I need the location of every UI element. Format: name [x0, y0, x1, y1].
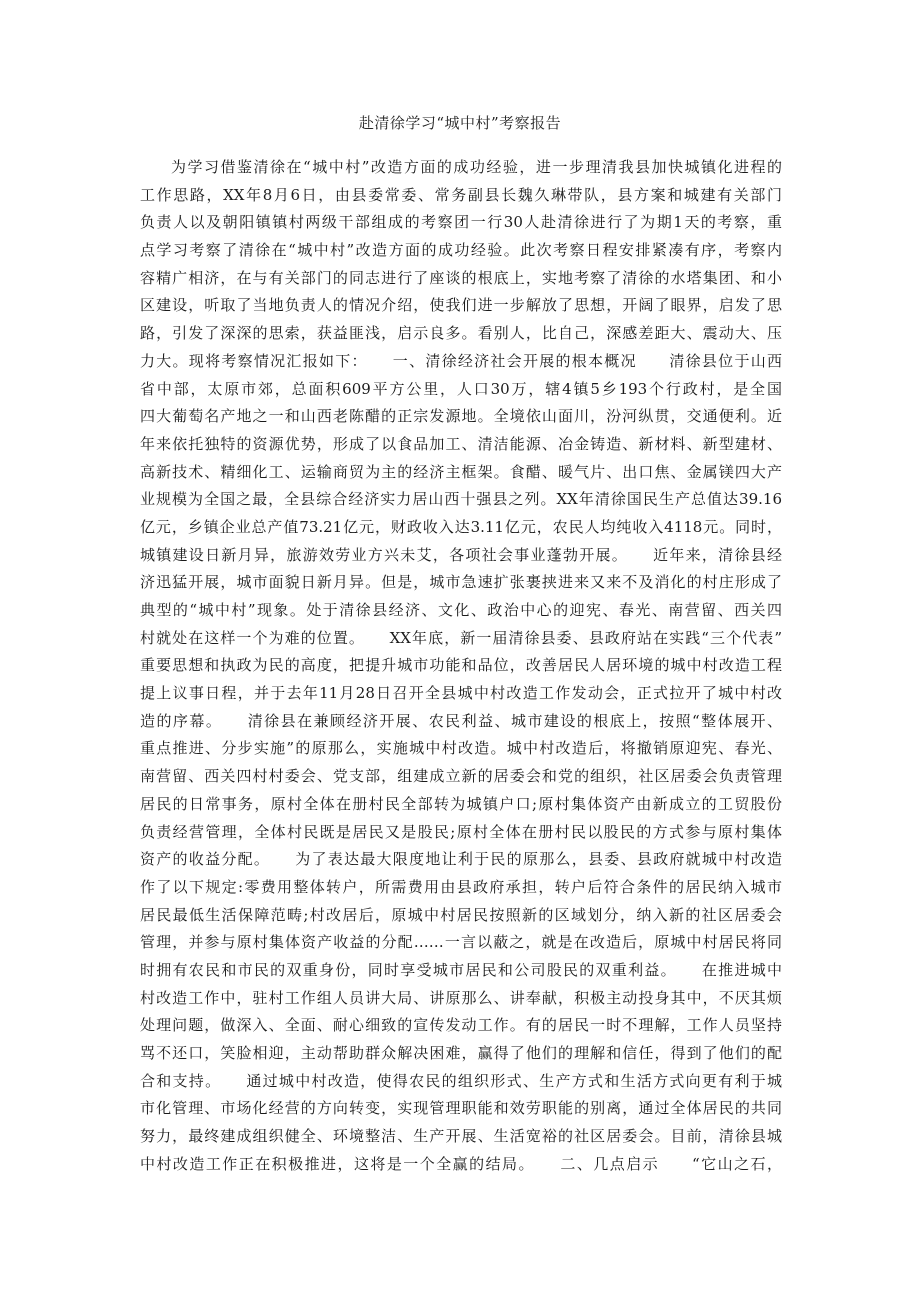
paragraph-line: 力大。现将考察情况汇报如下： 一、清徐经济社会开展的根本概况 清徐县位于山西 [140, 351, 782, 370]
paragraph-line: 村改造工作中，驻村工作组人员讲大局、讲原那么、讲奉献，积极主动投身其中，不厌其烦 [140, 988, 782, 1007]
paragraph-line: 努力，最终建成组织健全、环境整洁、生产开展、生活宽裕的社区居委会。目前，清徐县城 [140, 1127, 782, 1146]
paragraph-line: 村就处在这样一个为难的位置。 XX年底，新一届清徐县委、县政府站在实践“三个代表” [140, 628, 782, 647]
paragraph-line: 高新技术、精细化工、运输商贸为主的经济主框架。食醋、暖气片、出口焦、金属镁四大产 [140, 462, 782, 481]
paragraph-line: 典型的“城中村”现象。处于清徐县经济、文化、政治中心的迎宪、春光、南营留、西关四 [140, 601, 782, 619]
paragraph-line: 处理问题，做深入、全面、耐心细致的宣传发动工作。有的居民一时不理解，工作人员坚持 [140, 1016, 782, 1035]
paragraph-line: 城镇建设日新月异，旅游效劳业方兴未艾，各项社会事业蓬勃开展。 近年来，清徐县经 [140, 545, 782, 564]
paragraph-line: 中村改造工作正在积极推进，这将是一个全赢的结局。 二、几点启示 “它山之石， [140, 1154, 782, 1173]
paragraph-line: 亿元，乡镇企业总产值73.21亿元，财政收入达3.11亿元，农民人均纯收入4118元。同时， [140, 517, 782, 536]
document-body [140, 154, 782, 1178]
paragraph-line: 造的序幕。 清徐县在兼顾经济开展、农民利益、城市建设的根底上，按照“整体展开、 [140, 711, 782, 730]
paragraph-line: 合和支持。 通过城中村改造，使得农民的组织形式、生产方式和生活方式向更有利于城 [140, 1071, 782, 1090]
paragraph-line: 居民的日常事务，原村全体在册村民全部转为城镇户口;原村集体资产由新成立的工贸股份 [140, 794, 782, 813]
document-title: 赴清徐学习“城中村”考察报告 [358, 114, 562, 132]
paragraph-line: 省中部，太原市郊，总面积609平方公里，人口30万，辖4镇5乡193个行政村，是全国 [140, 379, 782, 398]
paragraph-line: 负责人以及朝阳镇镇村两级干部组成的考察团一行30人赴清徐进行了为期1天的考察，重 [140, 213, 782, 232]
paragraph-line: 年来依托独特的资源优势，形成了以食品加工、清洁能源、冶金铸造、新材料、新型建材、 [140, 434, 782, 453]
paragraph-line: 点学习考察了清徐在“城中村”改造方面的成功经验。此次考察日程安排紧凑有序，考察内 [140, 241, 782, 260]
paragraph-line: 时拥有农民和市民的双重身份，同时享受城市居民和公司股民的双重利益。 在推进城中 [140, 960, 782, 979]
paragraph-line: 重要思想和执政为民的高度，把提升城市功能和品位，改善居民人居环境的城中村改造工程 [140, 656, 782, 675]
paragraph-line: 四大葡萄名产地之一和山西老陈醋的正宗发源地。全境依山面川，汾河纵贯，交通便利。近 [140, 407, 782, 426]
paragraph-line: 南营留、西关四村村委会、党支部，组建成立新的居委会和党的组织，社区居委会负责管理 [140, 767, 782, 786]
paragraph-line: 容精广相济，在与有关部门的同志进行了座谈的根底上，实地考察了清徐的水塔集团、和小 [140, 268, 782, 287]
paragraph-line: 居民最低生活保障范畴;村改居后，原城中村居民按照新的区域划分，纳入新的社区居委会 [140, 905, 782, 924]
paragraph-line: 业规模为全国之最，全县综合经济实力居山西十强县之列。XX年清徐国民生产总值达39.16 [140, 490, 782, 509]
paragraph-line: 为学习借鉴清徐在“城中村”改造方面的成功经验，进一步理清我县加快城镇化进程的 [171, 158, 782, 176]
paragraph-line: 济迅猛开展，城市面貌日新月异。但是，城市急速扩张裹挟进来又来不及消化的村庄形成了 [140, 573, 782, 592]
paragraph-line: 提上议事日程，并于去年11月28日召开全县城中村改造工作发动会，正式拉开了城中村改 [140, 684, 782, 703]
paragraph-line: 区建设，听取了当地负责人的情况介绍，使我们进一步解放了思想，开阔了眼界，启发了思 [140, 296, 782, 315]
paragraph-line: 工作思路，XX年8月6日，由县委常委、常务副县长魏久琳带队，县方案和城建有关部门 [140, 185, 782, 204]
paragraph-line: 负责经营管理，全体村民既是居民又是股民;原村全体在册村民以股民的方式参与原村集体 [140, 822, 782, 841]
paragraph-line: 作了以下规定:零费用整体转户，所需费用由县政府承担，转户后符合条件的居民纳入城市 [140, 877, 782, 896]
paragraph-line: 重点推进、分步实施”的原那么，实施城中村改造。城中村改造后，将撤销原迎宪、春光、 [140, 739, 782, 758]
paragraph-line: 骂不还口，笑脸相迎，主动帮助群众解决困难，赢得了他们的理解和信任，得到了他们的配 [140, 1044, 782, 1062]
paragraph-line: 市化管理、市场化经营的方向转变，实现管理职能和效劳职能的别离，通过全体居民的共同 [140, 1099, 782, 1118]
paragraph-line: 资产的收益分配。 为了表达最大限度地让利于民的原那么，县委、县政府就城中村改造 [140, 850, 782, 869]
paragraph-line: 路，引发了深深的思索，获益匪浅，启示良多。看别人，比自己，深感差距大、震动大、压 [140, 324, 782, 343]
paragraph-line: 管理，并参与原村集体资产收益的分配……一言以蔽之，就是在改造后，原城中村居民将同 [140, 933, 782, 952]
